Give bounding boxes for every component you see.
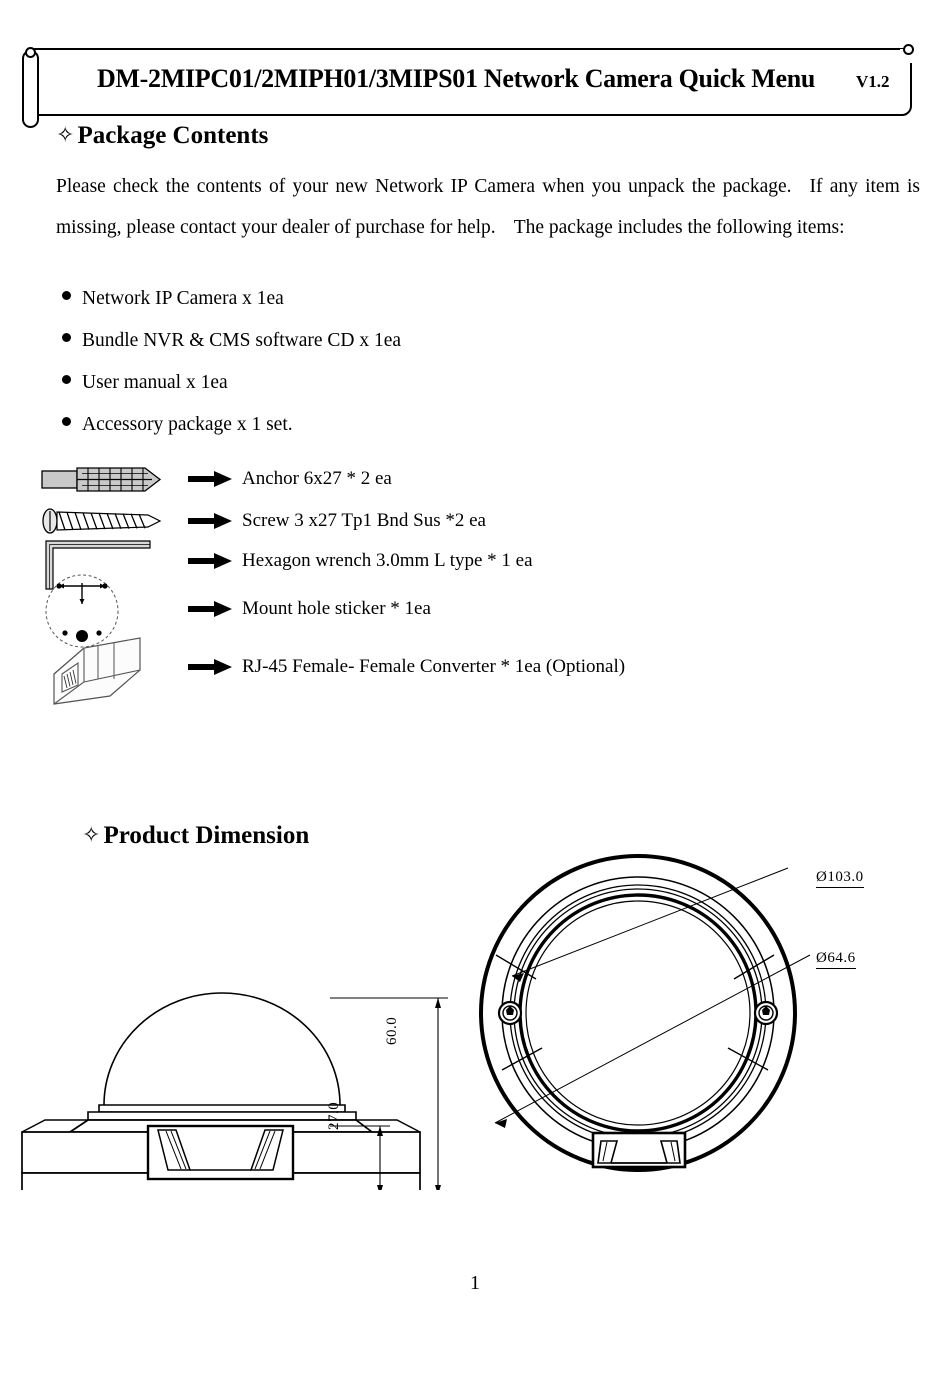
accessory-row-anchor: [40, 458, 740, 500]
accessory-label: Screw 3 x27 Tp1 Bnd Sus *2 ea: [242, 509, 486, 531]
diameter-outer-label: Ø103.0: [816, 869, 864, 888]
section-heading-package-contents: [56, 122, 268, 150]
version-label: V1.2: [856, 72, 890, 91]
diamond-bullet-icon: ✧: [82, 822, 101, 847]
list-item: [62, 372, 662, 414]
intro-sentence-3: The package includes the following items:: [513, 217, 845, 238]
package-contents-list: [62, 288, 662, 456]
bullet-dot-icon: [62, 375, 71, 384]
arrow-right-icon: [180, 657, 242, 677]
scroll-curl-right-icon: [903, 44, 914, 55]
list-item: [62, 414, 662, 456]
list-item-label: Accessory package x 1 set.: [82, 414, 293, 435]
diameter-inner-label: Ø64.6: [816, 950, 856, 969]
intro-sentence-1: Please check the contents of your new Network IP Camera when you unpack the package.: [56, 176, 792, 197]
package-intro-paragraph: [56, 166, 920, 248]
accessory-list: [40, 458, 740, 697]
product-dimension-drawings: [0, 845, 950, 1235]
height-base-label: 27.0: [326, 1101, 342, 1130]
bullet-dot-icon: [62, 291, 71, 300]
scroll-curl-left-icon: [25, 47, 36, 58]
section-heading-label: Product Dimension: [103, 822, 310, 849]
page-number: 1: [470, 1272, 480, 1294]
accessory-label: Mount hole sticker * 1ea: [242, 598, 431, 619]
accessory-label: Hexagon wrench 3.0mm L type * 1 ea: [242, 550, 533, 571]
list-item-label: User manual x 1ea: [82, 372, 228, 393]
anchor-illustration: [40, 459, 180, 499]
list-item: [62, 288, 662, 330]
bullet-dot-icon: [62, 417, 71, 426]
accessory-row-rj45-converter: [40, 637, 740, 697]
camera-front-view-drawing: [470, 845, 820, 1205]
arrow-right-icon: [180, 599, 242, 619]
height-total-label: 60.0: [384, 1016, 400, 1045]
intro-sentence-2: If any item is missing, please contact your dealer of purchase for help.: [56, 176, 920, 238]
accessory-label: Anchor 6x27 * 2 ea: [242, 468, 392, 489]
rj45-converter-illustration: [40, 624, 180, 710]
accessory-label: RJ-45 Female- Female Converter * 1ea (Optional): [242, 656, 626, 677]
bullet-dot-icon: [62, 333, 71, 342]
arrow-right-icon: [180, 469, 242, 489]
arrow-right-icon: [180, 551, 242, 571]
diamond-bullet-icon: ✧: [56, 122, 75, 147]
section-heading-label: Package Contents: [77, 122, 269, 149]
page-title: DM-2MIPC01/2MIPH01/3MIPS01 Network Camera Quick Menu: [96, 64, 816, 93]
list-item-label: Bundle NVR & CMS software CD x 1ea: [82, 330, 402, 351]
list-item: [62, 330, 662, 372]
header-banner: [0, 38, 950, 126]
arrow-right-icon: [180, 511, 242, 531]
header-scroll-left-roll: [22, 50, 39, 128]
list-item-label: Network IP Camera x 1ea: [82, 288, 284, 309]
